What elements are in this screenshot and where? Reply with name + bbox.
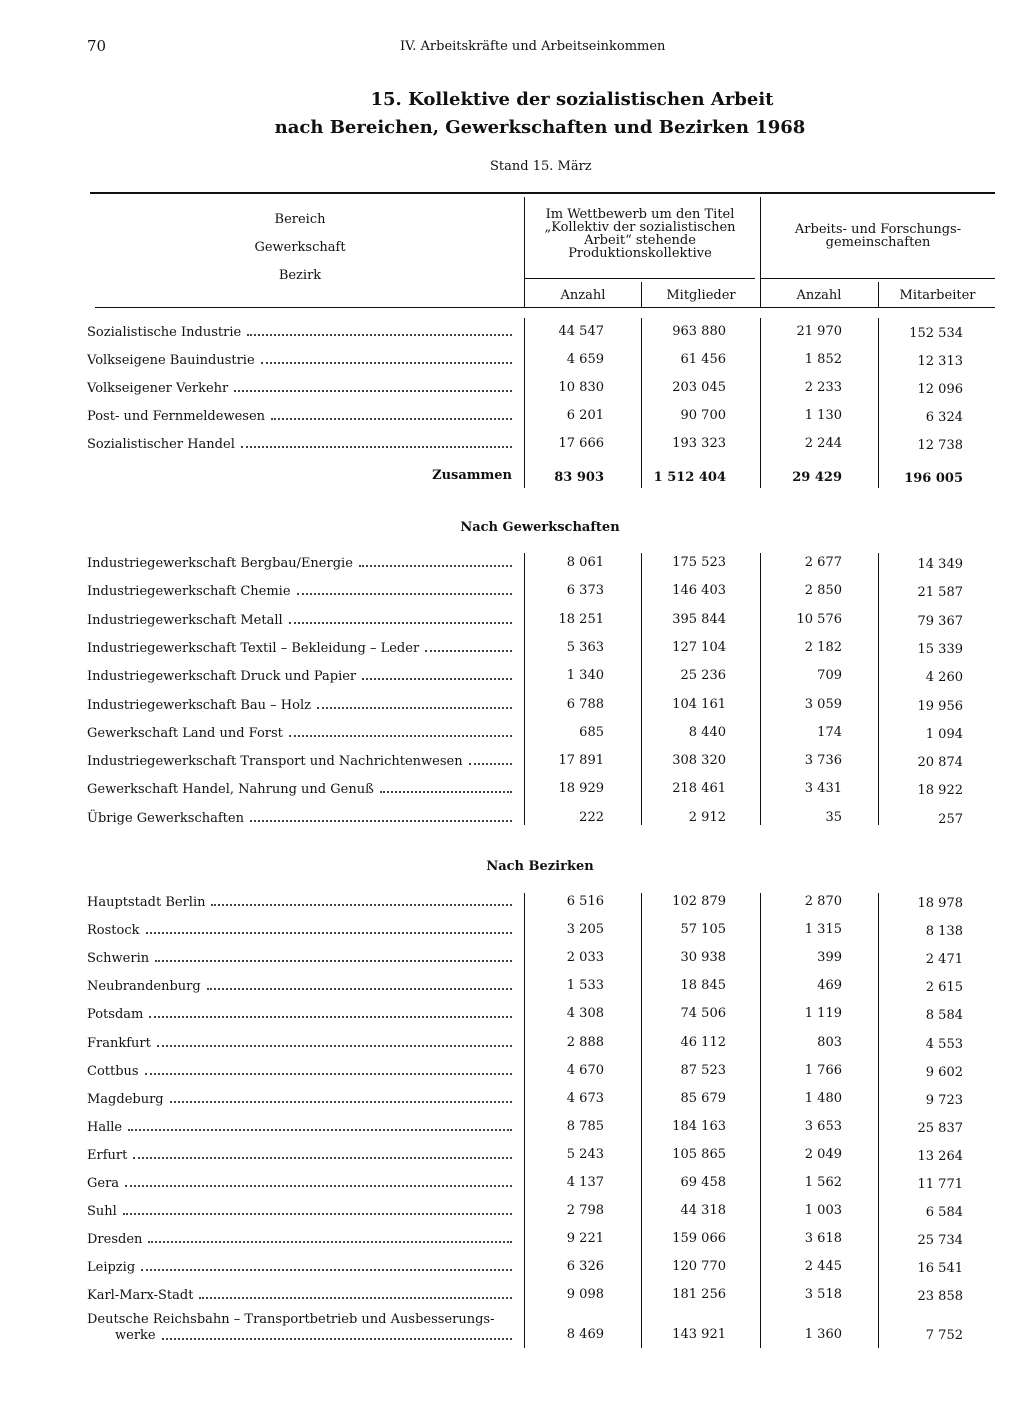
cell-mitarbeiter: 18 978: [917, 896, 963, 911]
cell-anzahl-ag: 709: [817, 668, 842, 684]
row-label: Cottbus: [87, 1063, 139, 1079]
top-rule: [90, 192, 995, 194]
cell-mitarbeiter: 14 349: [917, 557, 963, 572]
table-row: [0, 974, 1024, 994]
cell-anzahl: 222: [579, 809, 604, 825]
cell-anzahl: 4 308: [566, 1006, 604, 1022]
row-label-line1: Deutsche Reichsbahn – Transportbetrieb und Ausbesserungs-: [87, 1312, 495, 1327]
row-label: Neubrandenburg: [87, 979, 201, 995]
cell-mitglieder: 25 236: [680, 668, 726, 684]
cell-mitglieder: 963 880: [672, 324, 726, 339]
cell-anzahl-ag: 21 970: [796, 324, 842, 339]
cell-anzahl-ag: 1 130: [804, 408, 842, 423]
table-row: [0, 693, 1024, 713]
cell-mitarbeiter: 4 260: [925, 670, 963, 686]
total-mitarbeiter: 196 005: [904, 471, 963, 486]
cell-anzahl: 17 891: [558, 753, 604, 769]
cell-mitglieder: 143 921: [672, 1327, 726, 1342]
header-group2: Arbeits- und Forschungs- gemeinschaften: [794, 222, 962, 250]
cell-anzahl-ag: 2 677: [804, 555, 842, 570]
cell-mitarbeiter: 7 752: [925, 1328, 963, 1343]
cell-anzahl: 4 137: [566, 1175, 604, 1190]
cell-mitarbeiter: 25 734: [917, 1233, 963, 1249]
cell-mitglieder: 85 679: [680, 1090, 726, 1106]
cell-mitarbeiter: 8 138: [925, 924, 963, 940]
cell-mitarbeiter: 13 264: [917, 1148, 963, 1164]
cell-mitglieder: 159 066: [672, 1231, 726, 1247]
row-label: Hauptstadt Berlin: [87, 895, 206, 910]
cell-mitglieder: 46 112: [680, 1034, 726, 1050]
row-label-line2: werke: [115, 1328, 156, 1343]
header-bottom-rule: [95, 307, 995, 308]
table-row: [0, 1171, 1024, 1191]
cell-anzahl-ag: 1 562: [804, 1175, 842, 1190]
table-title-line1: 15. Kollektive der sozialistischen Arbeit: [370, 89, 774, 110]
cell-mitglieder: 8 440: [688, 724, 726, 740]
cell-anzahl: 2 798: [566, 1203, 604, 1219]
table-row: [0, 636, 1024, 656]
section-heading-bezirke: Nach Bezirken: [486, 859, 594, 874]
cell-anzahl: 18 929: [558, 781, 604, 797]
cell-anzahl-ag: 174: [817, 724, 842, 740]
row-label: Industriegewerkschaft Bau – Holz: [87, 697, 311, 713]
table-row: [0, 1059, 1024, 1079]
row-label: Industriegewerkschaft Chemie: [87, 584, 291, 600]
cell-mitglieder: 105 865: [672, 1146, 726, 1162]
cell-anzahl: 6 788: [566, 696, 604, 712]
cell-anzahl-ag: 3 518: [804, 1287, 842, 1303]
cell-anzahl: 6 516: [566, 894, 604, 909]
cell-anzahl: 5 363: [566, 639, 604, 655]
table-row: [0, 1255, 1024, 1275]
header-mitarbeiter: Mitarbeiter: [899, 288, 976, 303]
cell-mitarbeiter: 152 534: [909, 326, 963, 341]
cell-mitglieder: 146 403: [672, 583, 726, 599]
group1-underline: [525, 278, 755, 279]
cell-mitarbeiter: 2 471: [925, 952, 963, 968]
cell-mitglieder: 90 700: [680, 408, 726, 423]
cell-anzahl: 8 785: [566, 1118, 604, 1134]
table-row: [0, 376, 1024, 396]
row-label: Leipzig: [87, 1260, 136, 1276]
row-label: Magdeburg: [87, 1091, 164, 1107]
cell-anzahl-ag: 1 852: [804, 352, 842, 367]
cell-mitglieder: 127 104: [672, 639, 726, 655]
cell-anzahl-ag: 469: [817, 978, 842, 994]
table-row: [0, 348, 1024, 368]
cell-mitarbeiter: 18 922: [917, 783, 963, 799]
cell-anzahl-ag: 1 003: [804, 1203, 842, 1219]
cell-mitarbeiter: 1 094: [925, 726, 963, 742]
row-label: Gewerkschaft Handel, Nahrung und Genuß: [87, 782, 374, 798]
cell-anzahl-ag: 2 445: [804, 1259, 842, 1275]
cell-mitarbeiter: 2 615: [925, 980, 963, 996]
cell-anzahl: 9 098: [566, 1287, 604, 1303]
header-bereich: Bereich: [274, 212, 326, 227]
cell-mitarbeiter: 6 584: [925, 1205, 963, 1221]
row-label: Volkseigene Bauindustrie: [87, 353, 255, 368]
row-label: Industriegewerkschaft Textil – Bekleidung – Leder: [87, 640, 420, 656]
cell-anzahl: 44 547: [558, 324, 604, 339]
cell-mitglieder: 308 320: [672, 753, 726, 769]
row-label: Industriegewerkschaft Metall: [87, 612, 283, 628]
group2-underline: [761, 278, 995, 279]
header-divider-3: [641, 282, 642, 307]
page-number: 70: [87, 37, 107, 55]
cell-mitglieder: 44 318: [680, 1203, 726, 1219]
cell-anzahl: 4 673: [566, 1090, 604, 1106]
table-subtitle: Stand 15. März: [490, 159, 592, 174]
table-row: [0, 608, 1024, 628]
total-mitglieder: 1 512 404: [653, 470, 726, 485]
table-row: [0, 1087, 1024, 1107]
cell-anzahl: 4 670: [566, 1062, 604, 1078]
cell-mitglieder: 74 506: [680, 1006, 726, 1022]
cell-mitarbeiter: 16 541: [917, 1261, 963, 1277]
header-divider-1: [524, 197, 525, 307]
cell-mitarbeiter: 6 324: [925, 410, 963, 425]
header-divider-4: [878, 282, 879, 307]
section1-divider-4: [878, 318, 879, 488]
cell-mitarbeiter: 8 584: [925, 1008, 963, 1024]
header-gewerkschaft: Gewerkschaft: [254, 240, 346, 255]
cell-anzahl: 5 243: [566, 1146, 604, 1162]
table-row: [0, 404, 1024, 424]
cell-mitarbeiter: 20 874: [917, 755, 963, 771]
section1-divider-3: [760, 318, 761, 488]
table-row: [0, 1115, 1024, 1135]
header-anzahl-1: Anzahl: [560, 288, 606, 303]
row-label: Industriegewerkschaft Transport und Nachrichtenwesen: [87, 754, 463, 770]
table-row: [0, 890, 1024, 910]
cell-mitglieder: 120 770: [672, 1259, 726, 1275]
row-label: Übrige Gewerkschaften: [87, 810, 244, 826]
cell-mitarbeiter: 12 096: [917, 382, 963, 397]
cell-mitglieder: 175 523: [672, 555, 726, 570]
cell-anzahl: 685: [579, 724, 604, 740]
cell-anzahl-ag: 1 315: [804, 922, 842, 938]
cell-anzahl-ag: 2 233: [804, 380, 842, 395]
cell-mitarbeiter: 23 858: [917, 1289, 963, 1305]
row-label: Karl-Marx-Stadt: [87, 1288, 194, 1304]
cell-mitarbeiter: 12 738: [917, 438, 963, 453]
cell-anzahl-ag: 2 870: [804, 894, 842, 909]
cell-mitarbeiter: 25 837: [917, 1120, 963, 1136]
row-label: Sozialistische Industrie: [87, 325, 242, 340]
cell-anzahl: 8 061: [566, 555, 604, 570]
table-row: [0, 664, 1024, 684]
cell-anzahl-ag: 3 736: [804, 753, 842, 769]
row-label: Dresden: [87, 1232, 143, 1248]
cell-anzahl-ag: 3 653: [804, 1118, 842, 1134]
table-row: [0, 1002, 1024, 1022]
cell-mitglieder: 193 323: [672, 436, 726, 451]
cell-anzahl-ag: 10 576: [796, 611, 842, 627]
section1-divider-2: [641, 318, 642, 488]
cell-anzahl-ag: 1 119: [804, 1006, 842, 1022]
total-row: [0, 468, 1024, 488]
row-label: Sozialistischer Handel: [87, 437, 235, 452]
cell-mitglieder: 57 105: [680, 922, 726, 938]
cell-mitarbeiter: 21 587: [917, 585, 963, 601]
total-label: Zusammen: [432, 468, 512, 483]
row-label: Erfurt: [87, 1147, 128, 1163]
cell-anzahl-ag: 35: [825, 809, 842, 825]
cell-anzahl-ag: 2 850: [804, 583, 842, 599]
row-label: Schwerin: [87, 951, 150, 967]
cell-mitglieder: 104 161: [672, 696, 726, 712]
row-label: Post- und Fernmeldewesen: [87, 409, 266, 424]
cell-mitglieder: 102 879: [672, 894, 726, 909]
row-label: Frankfurt: [87, 1035, 151, 1051]
header-bezirk: Bezirk: [278, 268, 322, 283]
section1-divider-1: [524, 318, 525, 488]
row-label: Industriegewerkschaft Druck und Papier: [87, 669, 357, 685]
row-label: Rostock: [87, 923, 140, 939]
cell-anzahl: 17 666: [558, 436, 604, 451]
table-row: [0, 432, 1024, 452]
table-row: [0, 1199, 1024, 1219]
table-row: [0, 320, 1024, 340]
header-group1: Im Wettbewerb um den Titel „Kollektiv der sozialistischen Arbeit“ stehende Produktionskollektive: [544, 207, 736, 261]
cell-mitglieder: 395 844: [672, 611, 726, 627]
cell-anzahl-ag: 803: [817, 1034, 842, 1050]
cell-anzahl: 1 533: [566, 978, 604, 994]
table-row: [0, 579, 1024, 599]
header-divider-2: [760, 197, 761, 307]
row-label: Potsdam: [87, 1007, 144, 1023]
table-row: [0, 1227, 1024, 1247]
cell-mitglieder: 218 461: [672, 781, 726, 797]
table-row: [0, 1143, 1024, 1163]
cell-anzahl: 2 033: [566, 950, 604, 966]
cell-anzahl: 1 340: [566, 668, 604, 684]
cell-mitglieder: 69 458: [680, 1175, 726, 1190]
cell-mitglieder: 203 045: [672, 380, 726, 395]
table-row: [0, 1031, 1024, 1051]
row-label: Halle: [87, 1119, 123, 1135]
cell-anzahl: 8 469: [566, 1327, 604, 1342]
cell-anzahl: 10 830: [558, 380, 604, 395]
cell-anzahl: 6 326: [566, 1259, 604, 1275]
cell-mitarbeiter: 9 723: [925, 1092, 963, 1108]
cell-mitarbeiter: 9 602: [925, 1064, 963, 1080]
table-row: [0, 721, 1024, 741]
cell-anzahl-ag: 1 766: [804, 1062, 842, 1078]
total-anzahl: 83 903: [554, 470, 604, 485]
table-row: [0, 806, 1024, 826]
cell-mitglieder: 87 523: [680, 1062, 726, 1078]
cell-anzahl: 3 205: [566, 922, 604, 938]
table-row: [0, 1283, 1024, 1303]
row-label: Gera: [87, 1176, 120, 1191]
cell-mitglieder: 18 845: [680, 978, 726, 994]
header-mitglieder: Mitglieder: [666, 288, 736, 303]
total-anzahl-ag: 29 429: [792, 470, 842, 485]
cell-anzahl-ag: 3 059: [804, 696, 842, 712]
cell-mitglieder: 181 256: [672, 1287, 726, 1303]
cell-anzahl-ag: 2 244: [804, 436, 842, 451]
header-anzahl-2: Anzahl: [796, 288, 842, 303]
cell-mitarbeiter: 79 367: [917, 613, 963, 629]
cell-anzahl: 6 201: [566, 408, 604, 423]
table-row: [0, 946, 1024, 966]
row-label: Volkseigener Verkehr: [87, 381, 229, 396]
cell-anzahl-ag: 3 618: [804, 1231, 842, 1247]
running-head: IV. Arbeitskräfte und Arbeitseinkommen: [400, 39, 666, 54]
cell-anzahl: 6 373: [566, 583, 604, 599]
cell-anzahl-ag: 1 480: [804, 1090, 842, 1106]
cell-anzahl-ag: 2 182: [804, 639, 842, 655]
cell-anzahl-ag: 1 360: [804, 1327, 842, 1342]
table-row: [0, 749, 1024, 769]
row-label: Gewerkschaft Land und Forst: [87, 725, 283, 741]
cell-anzahl: 18 251: [558, 611, 604, 627]
cell-mitglieder: 184 163: [672, 1118, 726, 1134]
cell-mitarbeiter: 257: [938, 811, 963, 827]
row-label: Industriegewerkschaft Bergbau/Energie: [87, 556, 353, 571]
cell-mitarbeiter: 15 339: [917, 641, 963, 657]
table-row-reichsbahn: [0, 1312, 1024, 1348]
section-heading-gewerkschaften: Nach Gewerkschaften: [460, 520, 620, 535]
cell-mitarbeiter: 11 771: [917, 1177, 963, 1192]
table-row: [0, 918, 1024, 938]
cell-mitglieder: 30 938: [680, 950, 726, 966]
table-row: [0, 551, 1024, 571]
cell-anzahl: 9 221: [566, 1231, 604, 1247]
cell-mitglieder: 2 912: [688, 809, 726, 825]
cell-anzahl-ag: 3 431: [804, 781, 842, 797]
cell-anzahl: 4 659: [566, 352, 604, 367]
cell-mitarbeiter: 4 553: [925, 1036, 963, 1052]
cell-mitarbeiter: 12 313: [917, 354, 963, 369]
cell-anzahl-ag: 2 049: [804, 1146, 842, 1162]
table-row: [0, 777, 1024, 797]
table-title-line2: nach Bereichen, Gewerkschaften und Bezirken 1968: [274, 117, 806, 138]
cell-mitglieder: 61 456: [680, 352, 726, 367]
cell-mitarbeiter: 19 956: [917, 698, 963, 714]
row-label: Suhl: [87, 1204, 117, 1220]
cell-anzahl: 2 888: [566, 1034, 604, 1050]
cell-anzahl-ag: 399: [817, 950, 842, 966]
